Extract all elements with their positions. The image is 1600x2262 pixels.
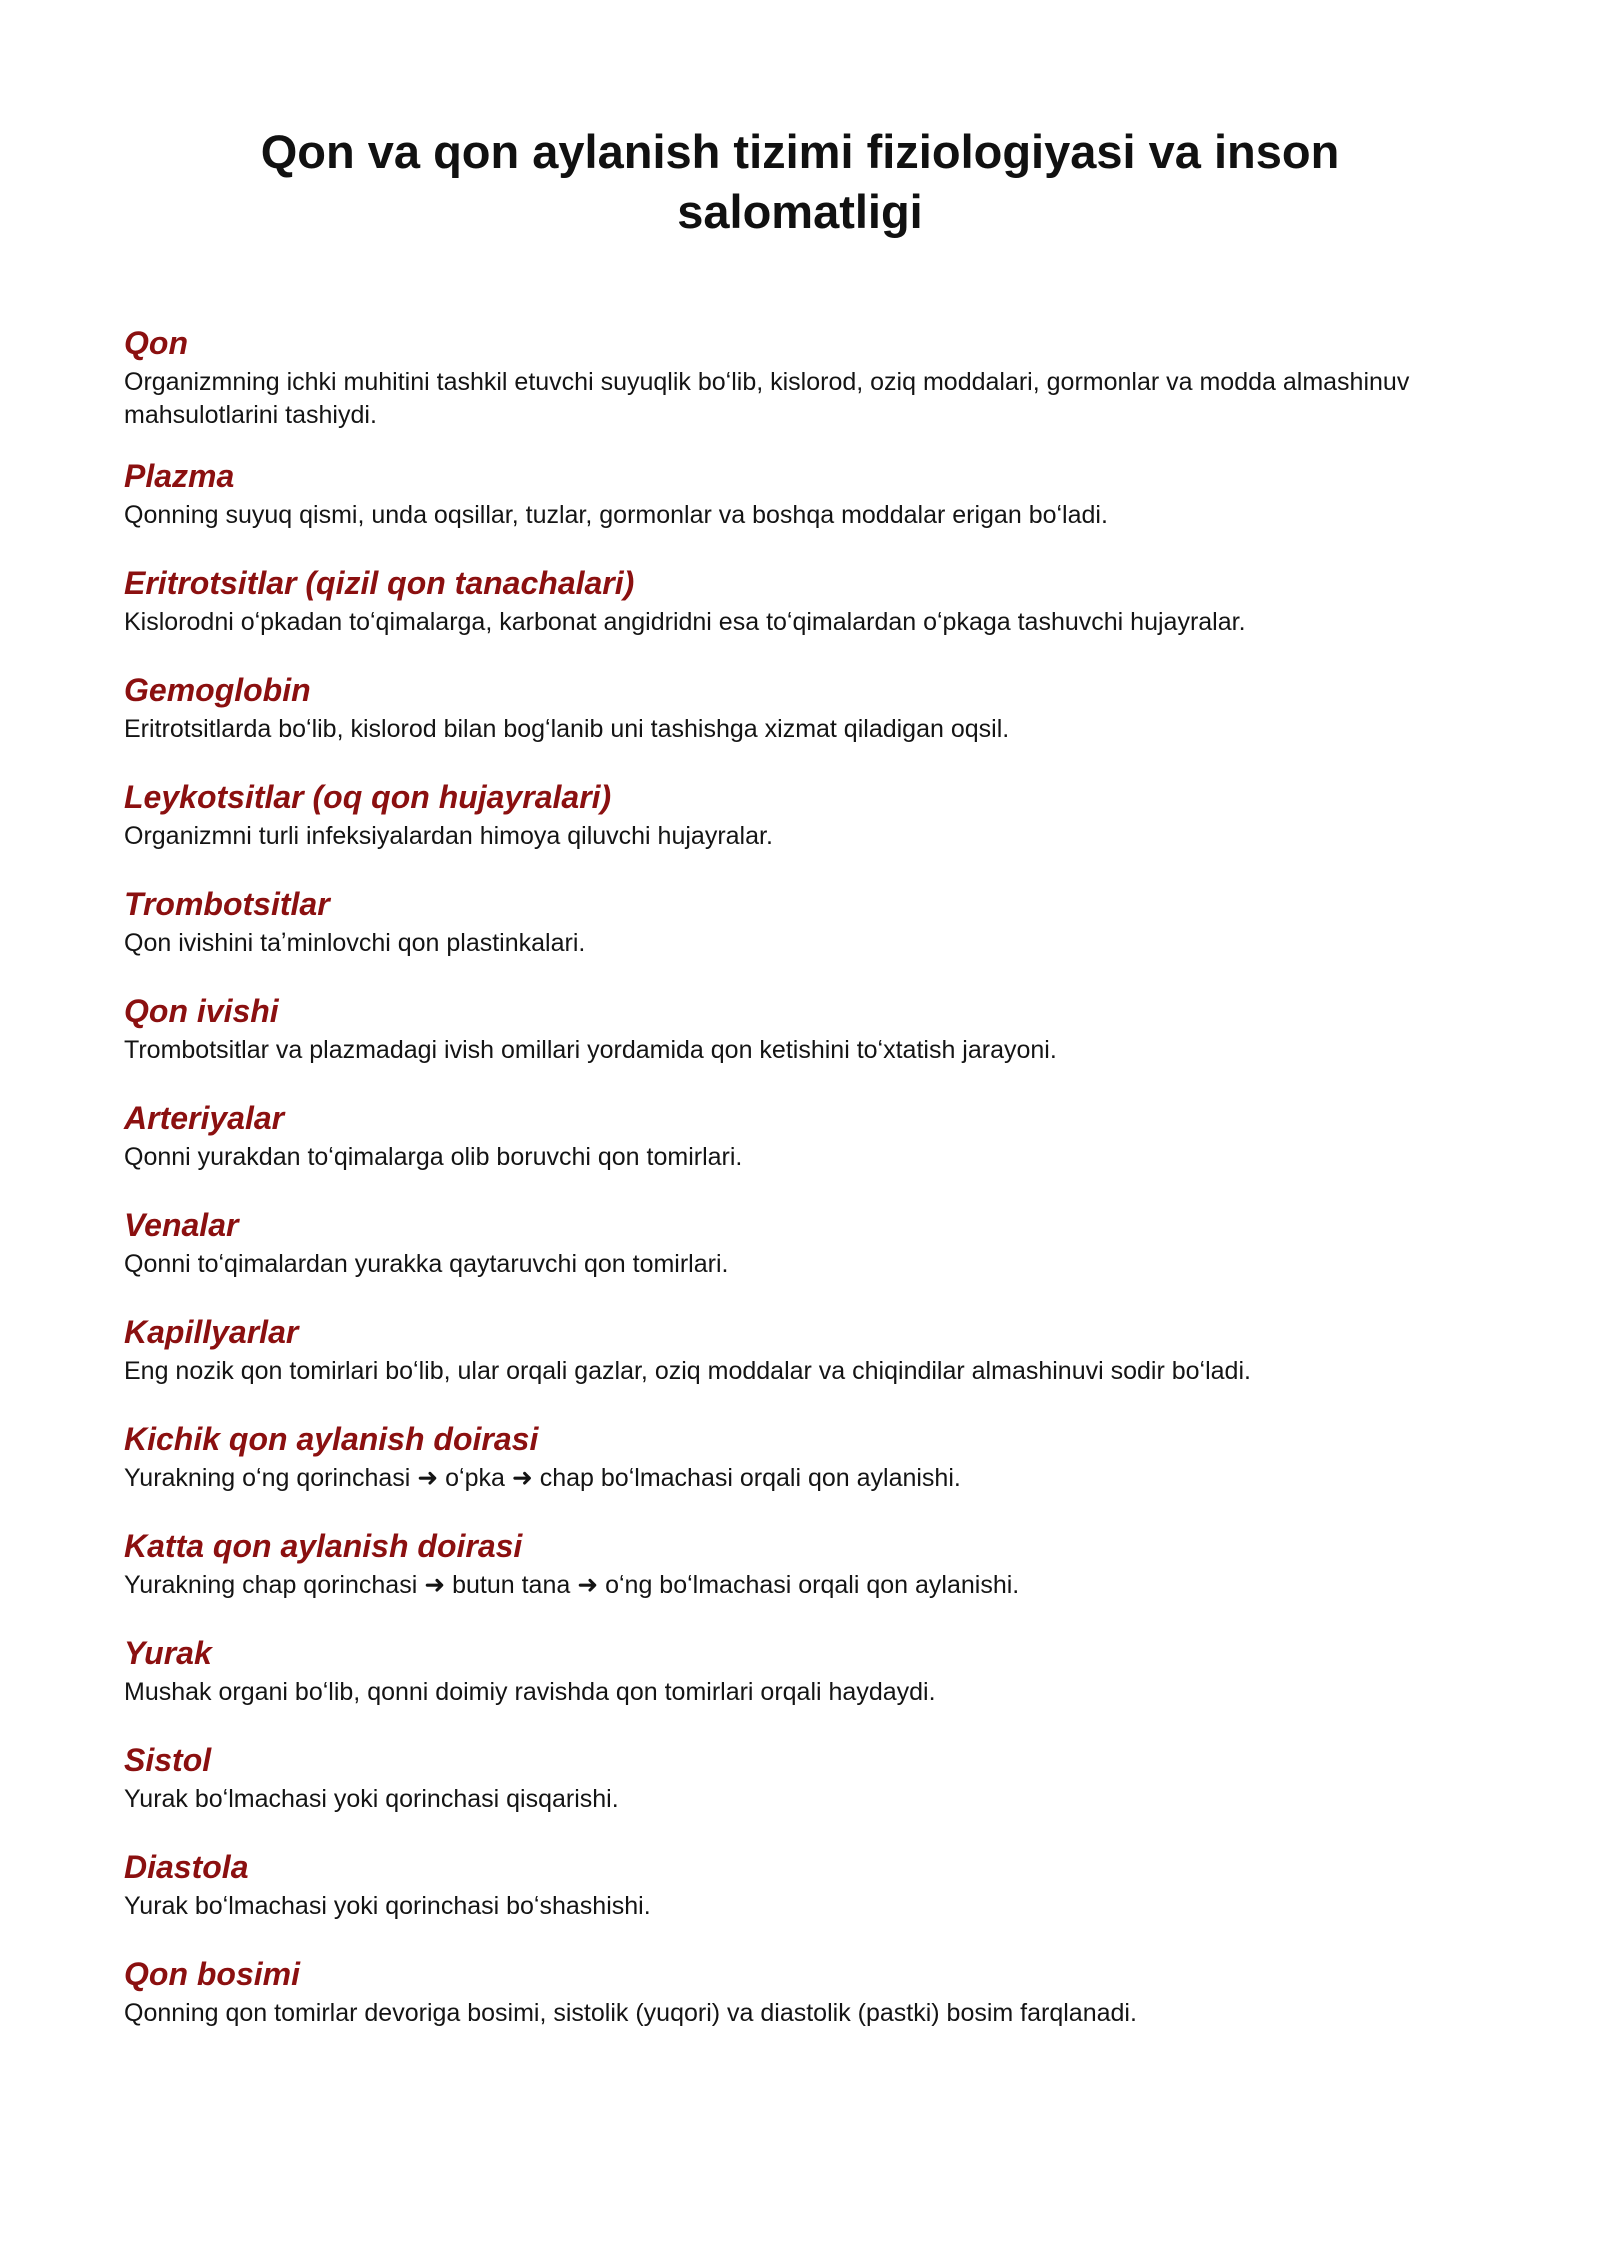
glossary-term: Qon bosimi bbox=[124, 1956, 300, 1992]
glossary-entry bbox=[124, 560, 1414, 639]
glossary-entry bbox=[124, 881, 1414, 960]
glossary-definition: Qonni yurakdan toʻqimalarga olib boruvchi qon tomirlari. bbox=[124, 1143, 743, 1171]
glossary-term: Sistol bbox=[124, 1742, 212, 1778]
glossary-entry bbox=[124, 1416, 1414, 1495]
glossary-term: Yurak bbox=[124, 1635, 212, 1671]
glossary-definition: Yurakning chap qorinchasi ➜ butun tana ➜ oʻng boʻlmachasi orqali qon aylanishi. bbox=[124, 1571, 1020, 1599]
glossary-entry bbox=[124, 453, 1414, 532]
glossary-entry bbox=[124, 1309, 1414, 1388]
glossary-term: Kichik qon aylanish doirasi bbox=[124, 1421, 539, 1457]
glossary-definition: Eng nozik qon tomirlari boʻlib, ular orqali gazlar, oziq moddalar va chiqindilar almashinuvi sodir boʻladi. bbox=[124, 1357, 1251, 1385]
glossary-entry bbox=[124, 1095, 1414, 1174]
glossary-definition: Organizmning ichki muhitini tashkil etuvchi suyuqlik boʻlib, kislorod, oziq moddalari, gormonlar va modda almashinuv mahsulotlarini tashiydi. bbox=[124, 368, 1410, 429]
glossary-definition: Qon ivishini taʼminlovchi qon plastinkalari. bbox=[124, 929, 586, 957]
glossary-definition: Qonni toʻqimalardan yurakka qaytaruvchi qon tomirlari. bbox=[124, 1250, 729, 1278]
glossary-term: Diastola bbox=[124, 1849, 249, 1885]
glossary-term: Leykotsitlar (oq qon hujayralari) bbox=[124, 779, 612, 815]
glossary-term: Arteriyalar bbox=[124, 1100, 285, 1136]
glossary-term: Katta qon aylanish doirasi bbox=[124, 1528, 523, 1564]
glossary-list bbox=[124, 320, 1414, 2030]
glossary-term: Gemoglobin bbox=[124, 672, 311, 708]
glossary-entry bbox=[124, 774, 1414, 853]
glossary-definition: Organizmni turli infeksiyalardan himoya qiluvchi hujayralar. bbox=[124, 822, 773, 850]
glossary-term: Qon bbox=[124, 325, 188, 361]
glossary-entry bbox=[124, 1844, 1414, 1923]
glossary-term: Plazma bbox=[124, 458, 235, 494]
glossary-definition: Yurak boʻlmachasi yoki qorinchasi qisqarishi. bbox=[124, 1785, 619, 1813]
glossary-definition: Mushak organi boʻlib, qonni doimiy ravishda qon tomirlari orqali haydaydi. bbox=[124, 1678, 936, 1706]
glossary-entry bbox=[124, 1630, 1414, 1709]
glossary-definition: Qonning suyuq qismi, unda oqsillar, tuzlar, gormonlar va boshqa moddalar erigan boʻladi. bbox=[124, 501, 1108, 529]
glossary-entry bbox=[124, 1737, 1414, 1816]
glossary-term: Trombotsitlar bbox=[124, 886, 330, 922]
glossary-term: Kapillyarlar bbox=[124, 1314, 299, 1350]
glossary-entry bbox=[124, 320, 1414, 432]
glossary-definition: Qonning qon tomirlar devoriga bosimi, sistolik (yuqori) va diastolik (pastki) bosim farqlanadi. bbox=[124, 1999, 1137, 2027]
glossary-definition: Kislorodni oʻpkadan toʻqimalarga, karbonat angidridni esa toʻqimalardan oʻpkaga tashuvchi hujayralar. bbox=[124, 608, 1246, 636]
document-title: Qon va qon aylanish tizimi fiziologiyasi va inson salomatligi bbox=[260, 125, 1340, 238]
glossary-entry bbox=[124, 1523, 1414, 1602]
glossary-definition: Yurak boʻlmachasi yoki qorinchasi boʻshashishi. bbox=[124, 1892, 651, 1920]
glossary-term: Venalar bbox=[124, 1207, 239, 1243]
glossary-definition: Trombotsitlar va plazmadagi ivish omillari yordamida qon ketishini toʻxtatish jarayoni. bbox=[124, 1036, 1057, 1064]
glossary-term: Qon ivishi bbox=[124, 993, 279, 1029]
glossary-entry bbox=[124, 988, 1414, 1067]
glossary-entry bbox=[124, 667, 1414, 746]
glossary-entry bbox=[124, 1951, 1414, 2030]
glossary-definition: Eritrotsitlarda boʻlib, kislorod bilan bogʻlanib uni tashishga xizmat qiladigan oqsil. bbox=[124, 715, 1010, 743]
glossary-entry bbox=[124, 1202, 1414, 1281]
glossary-term: Eritrotsitlar (qizil qon tanachalari) bbox=[124, 565, 635, 601]
glossary-definition: Yurakning oʻng qorinchasi ➜ oʻpka ➜ chap boʻlmachasi orqali qon aylanishi. bbox=[124, 1464, 961, 1492]
